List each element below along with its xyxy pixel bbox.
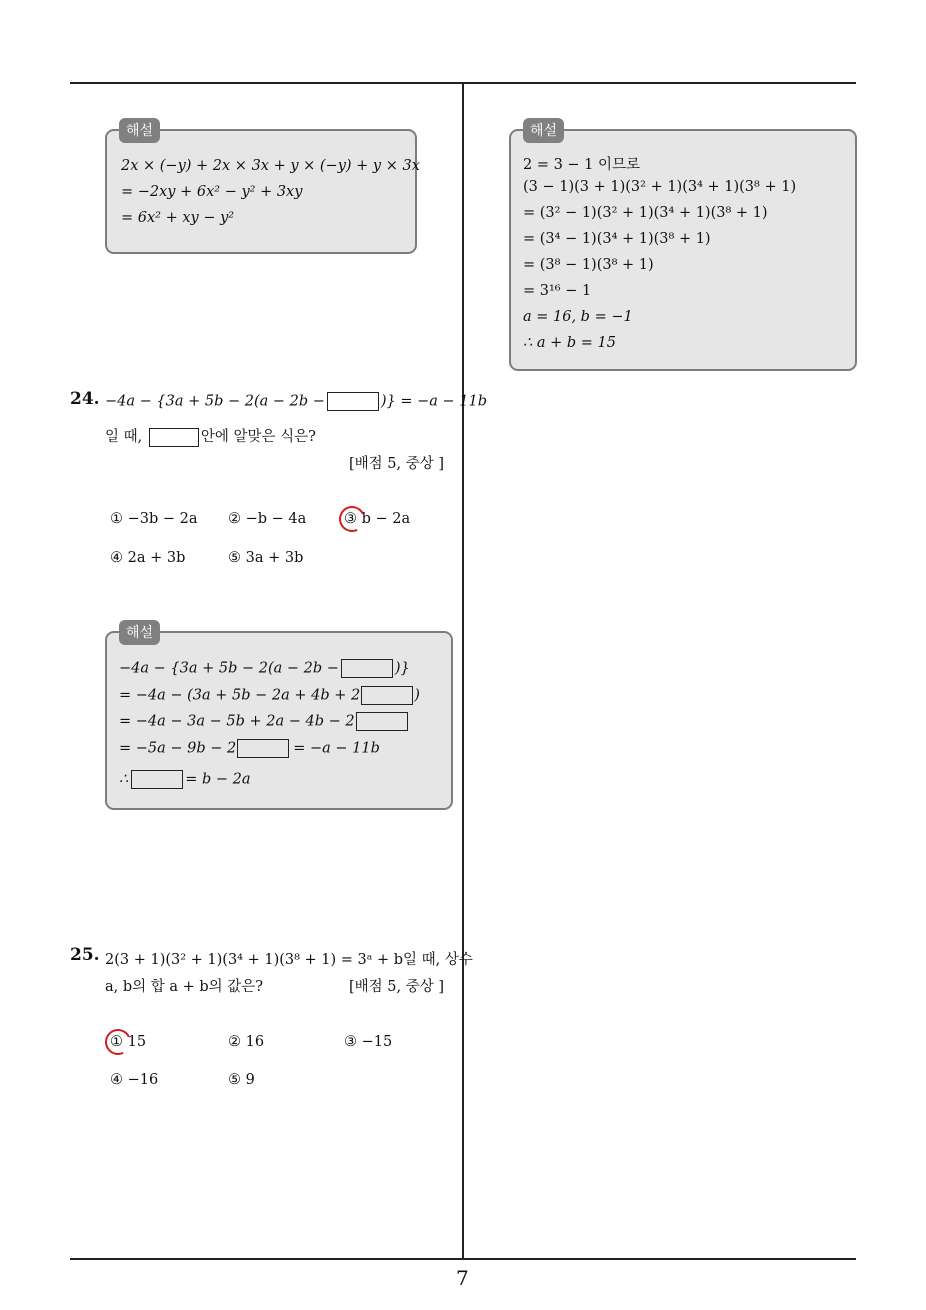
solution-line: 2x × (−y) + 2x × 3x + y × (−y) + y × 3x bbox=[121, 158, 420, 174]
question-number: 24. bbox=[70, 389, 100, 409]
selected-answer-mark bbox=[101, 1025, 134, 1058]
solution-expr: −4a − {3a + 5b − 2(a − 2b − bbox=[119, 660, 339, 677]
choice-3[interactable]: ③ b − 2a bbox=[344, 511, 411, 527]
choice-4[interactable]: ④ 2a + 3b bbox=[110, 550, 186, 566]
solution-line: a = 16, b = −1 bbox=[523, 309, 633, 325]
solution-expr: ∴ bbox=[119, 771, 129, 788]
choice-1[interactable]: ① 15 bbox=[110, 1034, 147, 1050]
solution-line: (3 − 1)(3 + 1)(3² + 1)(3⁴ + 1)(3⁸ + 1) bbox=[523, 179, 797, 195]
solution-line bbox=[119, 686, 420, 705]
column-divider bbox=[462, 84, 464, 1259]
answer-blank bbox=[149, 428, 199, 447]
answer-blank bbox=[131, 770, 183, 789]
solution-expr: = −5a − 9b − 2 bbox=[119, 740, 237, 757]
answer-blank bbox=[237, 739, 289, 758]
bottom-rule bbox=[70, 1258, 856, 1260]
solution-line: = (3² − 1)(3² + 1)(3⁴ + 1)(3⁸ + 1) bbox=[523, 205, 768, 221]
answer-blank bbox=[361, 686, 413, 705]
choice-3[interactable]: ③ −15 bbox=[344, 1034, 393, 1050]
page-number: 7 bbox=[456, 1266, 469, 1290]
question-24-meta: [배점 5, 중상 ] bbox=[349, 456, 445, 472]
solution-box-q25 bbox=[509, 123, 857, 371]
question-25-meta: [배점 5, 중상 ] bbox=[349, 979, 445, 995]
solution-expr: = −a − 11b bbox=[293, 740, 380, 757]
solution-box-q24 bbox=[105, 625, 453, 810]
selected-answer-mark bbox=[335, 502, 368, 535]
solution-line: = 6x² + xy − y² bbox=[121, 210, 235, 226]
answer-blank bbox=[356, 712, 408, 731]
choice-2[interactable]: ② 16 bbox=[228, 1034, 265, 1050]
solution-line bbox=[119, 770, 251, 789]
solution-expr: = −4a − 3a − 5b + 2a − 4b − 2 bbox=[119, 713, 355, 730]
solution-label: 해설 bbox=[119, 118, 160, 143]
solution-label: 해설 bbox=[119, 620, 160, 645]
question-24-expr-left: −4a − {3a + 5b − 2(a − 2b − bbox=[105, 393, 325, 410]
solution-line: = 3¹⁶ − 1 bbox=[523, 283, 592, 299]
solution-line bbox=[119, 712, 409, 731]
choice-5[interactable]: ⑤ 9 bbox=[228, 1072, 255, 1088]
solution-expr: = −4a − (3a + 5b − 2a + 4b + 2 bbox=[119, 687, 361, 704]
question-24-line2 bbox=[105, 425, 316, 447]
solution-label: 해설 bbox=[523, 118, 564, 143]
solution-line bbox=[119, 739, 380, 758]
question-24-expr-right: )} = −a − 11b bbox=[380, 393, 488, 410]
answer-blank bbox=[341, 659, 393, 678]
question-24-text-a: 일 때, bbox=[105, 429, 143, 445]
question-25-line2: a, b의 합 a + b의 값은? bbox=[105, 979, 264, 995]
solution-line: 2 = 3 − 1 이므로 bbox=[523, 157, 641, 173]
solution-line: = −2xy + 6x² − y² + 3xy bbox=[121, 184, 303, 200]
solution-line: = (3⁴ − 1)(3⁴ + 1)(3⁸ + 1) bbox=[523, 231, 711, 247]
solution-line: ∴ a + b = 15 bbox=[523, 335, 616, 351]
answer-blank bbox=[327, 392, 379, 411]
solution-line bbox=[119, 659, 410, 678]
choice-5[interactable]: ⑤ 3a + 3b bbox=[228, 550, 304, 566]
question-25-line1: 2(3 + 1)(3² + 1)(3⁴ + 1)(3⁸ + 1) = 3ᵃ + b일 때, 상수 bbox=[105, 952, 473, 968]
choice-2[interactable]: ② −b − 4a bbox=[228, 511, 307, 527]
solution-box-q23 bbox=[105, 123, 420, 254]
solution-expr: = b − 2a bbox=[185, 771, 251, 788]
solution-expr: ) bbox=[414, 687, 420, 704]
solution-line: = (3⁸ − 1)(3⁸ + 1) bbox=[523, 257, 654, 273]
question-24-text-b: 안에 알맞은 식은? bbox=[200, 429, 316, 445]
question-24-line1 bbox=[105, 392, 487, 411]
question-number: 25. bbox=[70, 945, 100, 965]
solution-expr: )} bbox=[394, 660, 410, 677]
choice-4[interactable]: ④ −16 bbox=[110, 1072, 159, 1088]
choice-1[interactable]: ① −3b − 2a bbox=[110, 511, 198, 527]
